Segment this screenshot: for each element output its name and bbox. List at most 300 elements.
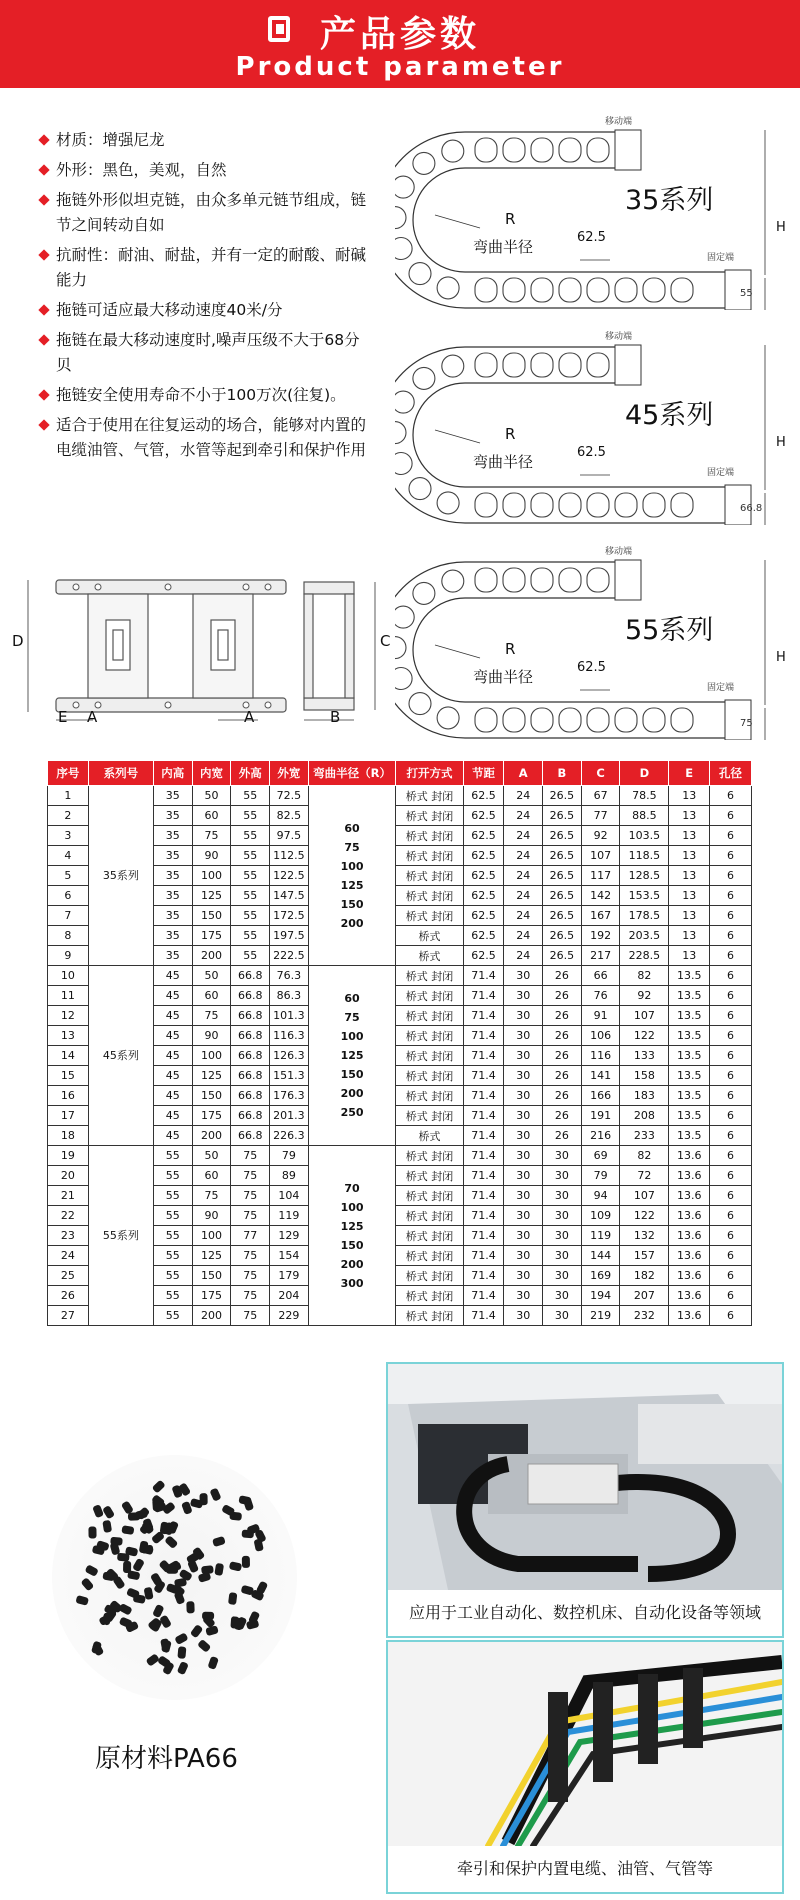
series-cell: 55系列 xyxy=(88,1146,153,1326)
table-cell: 219 xyxy=(581,1306,620,1326)
table-row xyxy=(48,906,752,926)
table-cell: 150 xyxy=(192,906,231,926)
table-cell: 30 xyxy=(504,1026,543,1046)
table-cell: 35 xyxy=(153,846,192,866)
table-row xyxy=(48,826,752,846)
table-cell: 71.4 xyxy=(463,1066,504,1086)
table-cell: 10 xyxy=(48,966,89,986)
table-cell: 30 xyxy=(504,1246,543,1266)
table-cell: 桥式 封闭 xyxy=(396,1086,463,1106)
table-cell: 6 xyxy=(710,926,752,946)
table-cell: 55 xyxy=(153,1186,192,1206)
table-cell: 30 xyxy=(504,966,543,986)
radius-value: 75 xyxy=(344,840,360,854)
table-cell: 30 xyxy=(504,1306,543,1326)
table-cell: 45 xyxy=(153,1046,192,1066)
table-cell: 77 xyxy=(231,1226,270,1246)
table-cell: 55 xyxy=(231,866,270,886)
table-cell: 桥式 封闭 xyxy=(396,1226,463,1246)
table-cell: 62.5 xyxy=(463,846,504,866)
table-cell: 79 xyxy=(581,1166,620,1186)
table-cell: 26 xyxy=(543,1086,582,1106)
table-cell: 13.6 xyxy=(669,1266,710,1286)
table-cell: 45 xyxy=(153,986,192,1006)
table-cell: 71.4 xyxy=(463,1166,504,1186)
series-cell: 35系列 xyxy=(88,786,153,966)
table-cell: 26.5 xyxy=(543,806,582,826)
table-cell: 62.5 xyxy=(463,926,504,946)
table-cell: 71.4 xyxy=(463,1006,504,1026)
radius-value: 300 xyxy=(340,1276,364,1290)
table-cell: 30 xyxy=(543,1266,582,1286)
table-row xyxy=(48,846,752,866)
table-cell: 116 xyxy=(581,1046,620,1066)
table-cell: 18 xyxy=(48,1126,89,1146)
radius-value: 60 xyxy=(344,821,360,835)
table-cell: 62.5 xyxy=(463,826,504,846)
table-cell: 91 xyxy=(581,1006,620,1026)
table-cell: 13.6 xyxy=(669,1306,710,1326)
table-cell: 桥式 xyxy=(396,926,463,946)
table-cell: 89 xyxy=(270,1166,309,1186)
table-cell: 9 xyxy=(48,946,89,966)
table-cell: 178.5 xyxy=(620,906,669,926)
table-cell: 24 xyxy=(504,826,543,846)
table-cell: 122 xyxy=(620,1026,669,1046)
table-cell: 78.5 xyxy=(620,786,669,806)
table-cell: 13.6 xyxy=(669,1186,710,1206)
table-cell: 122 xyxy=(620,1206,669,1226)
table-cell: 183 xyxy=(620,1086,669,1106)
table-row xyxy=(48,926,752,946)
table-cell: 桥式 封闭 xyxy=(396,1246,463,1266)
table-cell: 桥式 封闭 xyxy=(396,1266,463,1286)
table-header-cell: 内宽 xyxy=(192,761,231,786)
table-cell: 35 xyxy=(153,866,192,886)
table-cell: 119 xyxy=(270,1206,309,1226)
page-title: 产品参数 xyxy=(319,14,480,55)
table-cell: 6 xyxy=(710,946,752,966)
table-cell: 62.5 xyxy=(463,946,504,966)
table-cell: 150 xyxy=(192,1266,231,1286)
table-cell: 71.4 xyxy=(463,1126,504,1146)
table-cell: 13.6 xyxy=(669,1246,710,1266)
table-cell: 50 xyxy=(192,1146,231,1166)
table-cell: 桥式 封闭 xyxy=(396,1306,463,1326)
table-cell: 26.5 xyxy=(543,926,582,946)
table-cell: 90 xyxy=(192,1026,231,1046)
table-cell: 153.5 xyxy=(620,886,669,906)
feature-item xyxy=(38,243,368,293)
table-cell: 151.3 xyxy=(270,1066,309,1086)
table-cell: 30 xyxy=(543,1186,582,1206)
bend-radius-label: 弯曲半径 xyxy=(473,668,534,686)
table-cell: 26.5 xyxy=(543,826,582,846)
table-cell: 94 xyxy=(581,1186,620,1206)
table-cell: 30 xyxy=(504,1066,543,1086)
table-cell: 6 xyxy=(710,1086,752,1106)
table-cell: 3 xyxy=(48,826,89,846)
table-cell: 24 xyxy=(504,806,543,826)
table-cell: 45 xyxy=(153,966,192,986)
table-cell: 200 xyxy=(192,1306,231,1326)
table-cell: 62.5 xyxy=(463,866,504,886)
table-cell: 106 xyxy=(581,1026,620,1046)
table-cell: 75 xyxy=(192,1006,231,1026)
table-cell: 8 xyxy=(48,926,89,946)
table-cell: 132 xyxy=(620,1226,669,1246)
table-row xyxy=(48,1206,752,1226)
table-cell: 6 xyxy=(710,906,752,926)
table-cell: 75 xyxy=(231,1146,270,1166)
feature-text: 外形：黑色，美观，自然 xyxy=(56,161,227,179)
table-row xyxy=(48,1166,752,1186)
table-cell: 62.5 xyxy=(463,886,504,906)
feature-item xyxy=(38,188,368,238)
table-header-cell: D xyxy=(620,761,669,786)
table-cell: 75 xyxy=(231,1186,270,1206)
table-cell: 116.3 xyxy=(270,1026,309,1046)
table-cell: 12 xyxy=(48,1006,89,1026)
outer-height-label: 66.8 xyxy=(740,503,763,514)
table-cell: 30 xyxy=(543,1166,582,1186)
table-row xyxy=(48,986,752,1006)
table-row xyxy=(48,1186,752,1206)
moving-end-label: 移动端 xyxy=(605,332,633,342)
series-cell: 45系列 xyxy=(88,966,153,1146)
table-cell: 228.5 xyxy=(620,946,669,966)
feature-item xyxy=(38,298,368,323)
table-cell: 35 xyxy=(153,946,192,966)
table-cell: 66.8 xyxy=(231,1106,270,1126)
table-cell: 13.5 xyxy=(669,1066,710,1086)
table-cell: 13.5 xyxy=(669,1126,710,1146)
table-cell: 226.3 xyxy=(270,1126,309,1146)
table-cell: 6 xyxy=(710,1206,752,1226)
table-cell: 45 xyxy=(153,1026,192,1046)
table-cell: 桥式 封闭 xyxy=(396,886,463,906)
table-cell: 75 xyxy=(231,1166,270,1186)
application-photo xyxy=(386,1362,784,1638)
table-cell: 55 xyxy=(231,946,270,966)
table-cell: 66.8 xyxy=(231,1066,270,1086)
table-cell: 55 xyxy=(153,1286,192,1306)
table-cell: 6 xyxy=(710,1246,752,1266)
radius-r-label: R xyxy=(505,425,516,443)
table-cell: 55 xyxy=(231,906,270,926)
table-cell: 76 xyxy=(581,986,620,1006)
table-cell: 128.5 xyxy=(620,866,669,886)
height-h-label: H xyxy=(776,650,786,665)
table-cell: 7 xyxy=(48,906,89,926)
table-cell: 桥式 封闭 xyxy=(396,806,463,826)
table-cell: 55 xyxy=(231,786,270,806)
table-cell: 30 xyxy=(543,1246,582,1266)
table-row xyxy=(48,1026,752,1046)
table-cell: 55 xyxy=(231,886,270,906)
chain-diagram-1 xyxy=(395,110,775,310)
feature-text: 拖链在最大移动速度时,噪声压级不大于68分贝 xyxy=(56,331,360,374)
table-cell: 30 xyxy=(543,1306,582,1326)
table-cell: 桥式 封闭 xyxy=(396,826,463,846)
fixed-end-label: 固定端 xyxy=(707,253,735,263)
table-cell: 30 xyxy=(504,1206,543,1226)
table-row xyxy=(48,1126,752,1146)
table-cell: 13 xyxy=(669,926,710,946)
table-cell: 82 xyxy=(620,966,669,986)
table-cell: 107 xyxy=(581,846,620,866)
table-cell: 桥式 封闭 xyxy=(396,1006,463,1026)
table-cell: 26.5 xyxy=(543,786,582,806)
table-cell: 60 xyxy=(192,986,231,1006)
table-cell: 30 xyxy=(543,1206,582,1226)
table-cell: 6 xyxy=(48,886,89,906)
table-row xyxy=(48,1246,752,1266)
radius-value: 200 xyxy=(340,1257,364,1271)
table-cell: 35 xyxy=(153,926,192,946)
bullet-icon xyxy=(38,304,49,315)
table-cell: 13 xyxy=(669,946,710,966)
table-cell: 桥式 xyxy=(396,1126,463,1146)
table-row xyxy=(48,1106,752,1126)
table-cell: 30 xyxy=(504,1046,543,1066)
table-header-cell: 节距 xyxy=(463,761,504,786)
series-label: 35系列 xyxy=(625,185,714,216)
table-cell: 26.5 xyxy=(543,946,582,966)
feature-text: 适合于使用在往复运动的场合，能够对内置的电缆油管、气管，水管等起到牵引和保护作用 xyxy=(56,416,367,459)
table-cell: 13.5 xyxy=(669,1046,710,1066)
radius-value: 125 xyxy=(340,1219,364,1233)
table-cell: 167 xyxy=(581,906,620,926)
table-cell: 154 xyxy=(270,1246,309,1266)
table-header-cell: 系列号 xyxy=(88,761,153,786)
table-cell: 69 xyxy=(581,1146,620,1166)
table-cell: 166 xyxy=(581,1086,620,1106)
radius-value: 200 xyxy=(340,1087,364,1100)
table-cell: 25 xyxy=(48,1266,89,1286)
table-cell: 6 xyxy=(710,1146,752,1166)
table-cell: 26 xyxy=(543,1126,582,1146)
table-cell: 101.3 xyxy=(270,1006,309,1026)
table-header-cell: 孔径 xyxy=(710,761,752,786)
table-cell: 6 xyxy=(710,1046,752,1066)
feature-list xyxy=(38,128,368,468)
feature-text: 拖链安全使用寿命不小于100万次(往复)。 xyxy=(56,386,346,404)
table-cell: 133 xyxy=(620,1046,669,1066)
dim-a-label-right: A xyxy=(244,708,255,726)
table-cell: 桥式 封闭 xyxy=(396,966,463,986)
table-cell: 23 xyxy=(48,1226,89,1246)
table-cell: 71.4 xyxy=(463,1226,504,1246)
radius-value: 125 xyxy=(340,1049,364,1062)
table-cell: 66.8 xyxy=(231,1086,270,1106)
table-cell: 97.5 xyxy=(270,826,309,846)
table-cell: 92 xyxy=(581,826,620,846)
table-cell: 71.4 xyxy=(463,1146,504,1166)
table-cell: 66.8 xyxy=(231,1046,270,1066)
table-cell: 26.5 xyxy=(543,866,582,886)
table-cell: 45 xyxy=(153,1126,192,1146)
feature-text: 拖链可适应最大移动速度40米/分 xyxy=(56,301,283,319)
table-cell: 26.5 xyxy=(543,846,582,866)
table-cell: 55 xyxy=(153,1146,192,1166)
height-h-label: H xyxy=(776,435,786,450)
table-cell: 175 xyxy=(192,1106,231,1126)
table-cell: 118.5 xyxy=(620,846,669,866)
table-cell: 90 xyxy=(192,846,231,866)
radius-value: 100 xyxy=(340,1030,364,1043)
bullet-icon xyxy=(38,194,49,205)
bend-radius-cell xyxy=(308,1146,396,1326)
table-cell: 90 xyxy=(192,1206,231,1226)
table-cell: 125 xyxy=(192,1066,231,1086)
radius-value: 150 xyxy=(340,1068,364,1081)
table-cell: 桥式 封闭 xyxy=(396,1026,463,1046)
table-cell: 55 xyxy=(153,1266,192,1286)
table-cell: 147.5 xyxy=(270,886,309,906)
bullet-icon xyxy=(38,134,49,145)
table-cell: 55 xyxy=(231,826,270,846)
series-label: 55系列 xyxy=(625,615,714,646)
table-cell: 66.8 xyxy=(231,1126,270,1146)
table-cell: 66.8 xyxy=(231,1006,270,1026)
series-label: 45系列 xyxy=(625,400,714,431)
table-cell: 桥式 封闭 xyxy=(396,1186,463,1206)
table-cell: 2 xyxy=(48,806,89,826)
table-cell: 55 xyxy=(231,846,270,866)
table-cell: 6 xyxy=(710,1226,752,1246)
table-cell: 82 xyxy=(620,1146,669,1166)
table-cell: 24 xyxy=(504,926,543,946)
bullet-icon xyxy=(38,164,49,175)
table-row xyxy=(48,886,752,906)
table-cell: 117 xyxy=(581,866,620,886)
table-cell: 桥式 封闭 xyxy=(396,846,463,866)
table-cell: 66 xyxy=(581,966,620,986)
table-cell: 13.6 xyxy=(669,1286,710,1306)
feature-text: 拖链外形似坦克链，由众多单元链节组成，链节之间转动自如 xyxy=(56,191,367,234)
table-cell: 6 xyxy=(710,1186,752,1206)
table-cell: 13 xyxy=(669,786,710,806)
fixed-end-label: 固定端 xyxy=(707,468,735,478)
table-cell: 24 xyxy=(504,846,543,866)
bullet-icon xyxy=(38,419,49,430)
table-cell: 桥式 封闭 xyxy=(396,1066,463,1086)
table-cell: 192 xyxy=(581,926,620,946)
table-cell: 桥式 封闭 xyxy=(396,786,463,806)
table-cell: 229 xyxy=(270,1306,309,1326)
table-cell: 200 xyxy=(192,1126,231,1146)
link-side-drawing xyxy=(300,570,390,735)
table-cell: 6 xyxy=(710,1306,752,1326)
cable-protection-caption: 牵引和保护内置电缆、油管、气管等 xyxy=(388,1846,782,1892)
table-cell: 71.4 xyxy=(463,1206,504,1226)
table-cell: 109 xyxy=(581,1206,620,1226)
radius-value: 200 xyxy=(340,916,364,930)
table-header-cell: 序号 xyxy=(48,761,89,786)
table-cell: 66.8 xyxy=(231,986,270,1006)
table-row xyxy=(48,1266,752,1286)
table-row xyxy=(48,1226,752,1246)
outer-height-label: 75 xyxy=(740,718,753,729)
bend-radius-label: 弯曲半径 xyxy=(473,238,534,256)
bullet-icon xyxy=(38,334,49,345)
table-cell: 71.4 xyxy=(463,1186,504,1206)
table-cell: 13.6 xyxy=(669,1166,710,1186)
table-cell: 62.5 xyxy=(463,906,504,926)
table-cell: 203.5 xyxy=(620,926,669,946)
pitch-label: 62.5 xyxy=(577,445,606,460)
table-row xyxy=(48,1286,752,1306)
table-cell: 75 xyxy=(231,1306,270,1326)
table-cell: 72.5 xyxy=(270,786,309,806)
table-cell: 45 xyxy=(153,1066,192,1086)
table-header-row xyxy=(48,761,752,786)
table-cell: 88.5 xyxy=(620,806,669,826)
table-row xyxy=(48,786,752,806)
table-cell: 26 xyxy=(543,1026,582,1046)
table-cell: 103.5 xyxy=(620,826,669,846)
table-cell: 30 xyxy=(504,1086,543,1106)
table-cell: 217 xyxy=(581,946,620,966)
table-cell: 45 xyxy=(153,1106,192,1126)
table-cell: 71.4 xyxy=(463,986,504,1006)
table-cell: 194 xyxy=(581,1286,620,1306)
table-cell: 100 xyxy=(192,1226,231,1246)
table-cell: 35 xyxy=(153,806,192,826)
table-cell: 13.5 xyxy=(669,1026,710,1046)
table-cell: 45 xyxy=(153,1006,192,1026)
table-cell: 157 xyxy=(620,1246,669,1266)
table-cell: 26 xyxy=(543,1006,582,1026)
table-cell: 24 xyxy=(504,866,543,886)
table-cell: 55 xyxy=(153,1206,192,1226)
table-row xyxy=(48,966,752,986)
moving-end-label: 移动端 xyxy=(605,547,633,557)
table-cell: 201.3 xyxy=(270,1106,309,1126)
table-cell: 55 xyxy=(231,926,270,946)
table-cell: 92 xyxy=(620,986,669,1006)
table-cell: 26.5 xyxy=(543,906,582,926)
table-cell: 86.3 xyxy=(270,986,309,1006)
dim-d-label: D xyxy=(12,632,24,650)
cable-protection-photo xyxy=(386,1640,784,1894)
table-cell: 122.5 xyxy=(270,866,309,886)
radius-r-label: R xyxy=(505,210,516,228)
table-cell: 桥式 封闭 xyxy=(396,866,463,886)
table-cell: 150 xyxy=(192,1086,231,1106)
table-cell: 129 xyxy=(270,1226,309,1246)
radius-value: 100 xyxy=(340,1200,364,1214)
feature-item xyxy=(38,383,368,408)
table-cell: 6 xyxy=(710,886,752,906)
table-cell: 30 xyxy=(504,1266,543,1286)
page-subtitle: Product parameter xyxy=(235,52,565,82)
table-cell: 26 xyxy=(48,1286,89,1306)
table-cell: 71.4 xyxy=(463,1106,504,1126)
table-cell: 13.5 xyxy=(669,1106,710,1126)
table-cell: 35 xyxy=(153,786,192,806)
table-cell: 35 xyxy=(153,906,192,926)
table-cell: 62.5 xyxy=(463,786,504,806)
bullet-icon xyxy=(38,249,49,260)
table-cell: 169 xyxy=(581,1266,620,1286)
table-cell: 112.5 xyxy=(270,846,309,866)
table-row xyxy=(48,866,752,886)
table-cell: 30 xyxy=(504,1106,543,1126)
feature-item xyxy=(38,413,368,463)
application-photo-caption: 应用于工业自动化、数控机床、自动化设备等领域 xyxy=(388,1590,782,1636)
